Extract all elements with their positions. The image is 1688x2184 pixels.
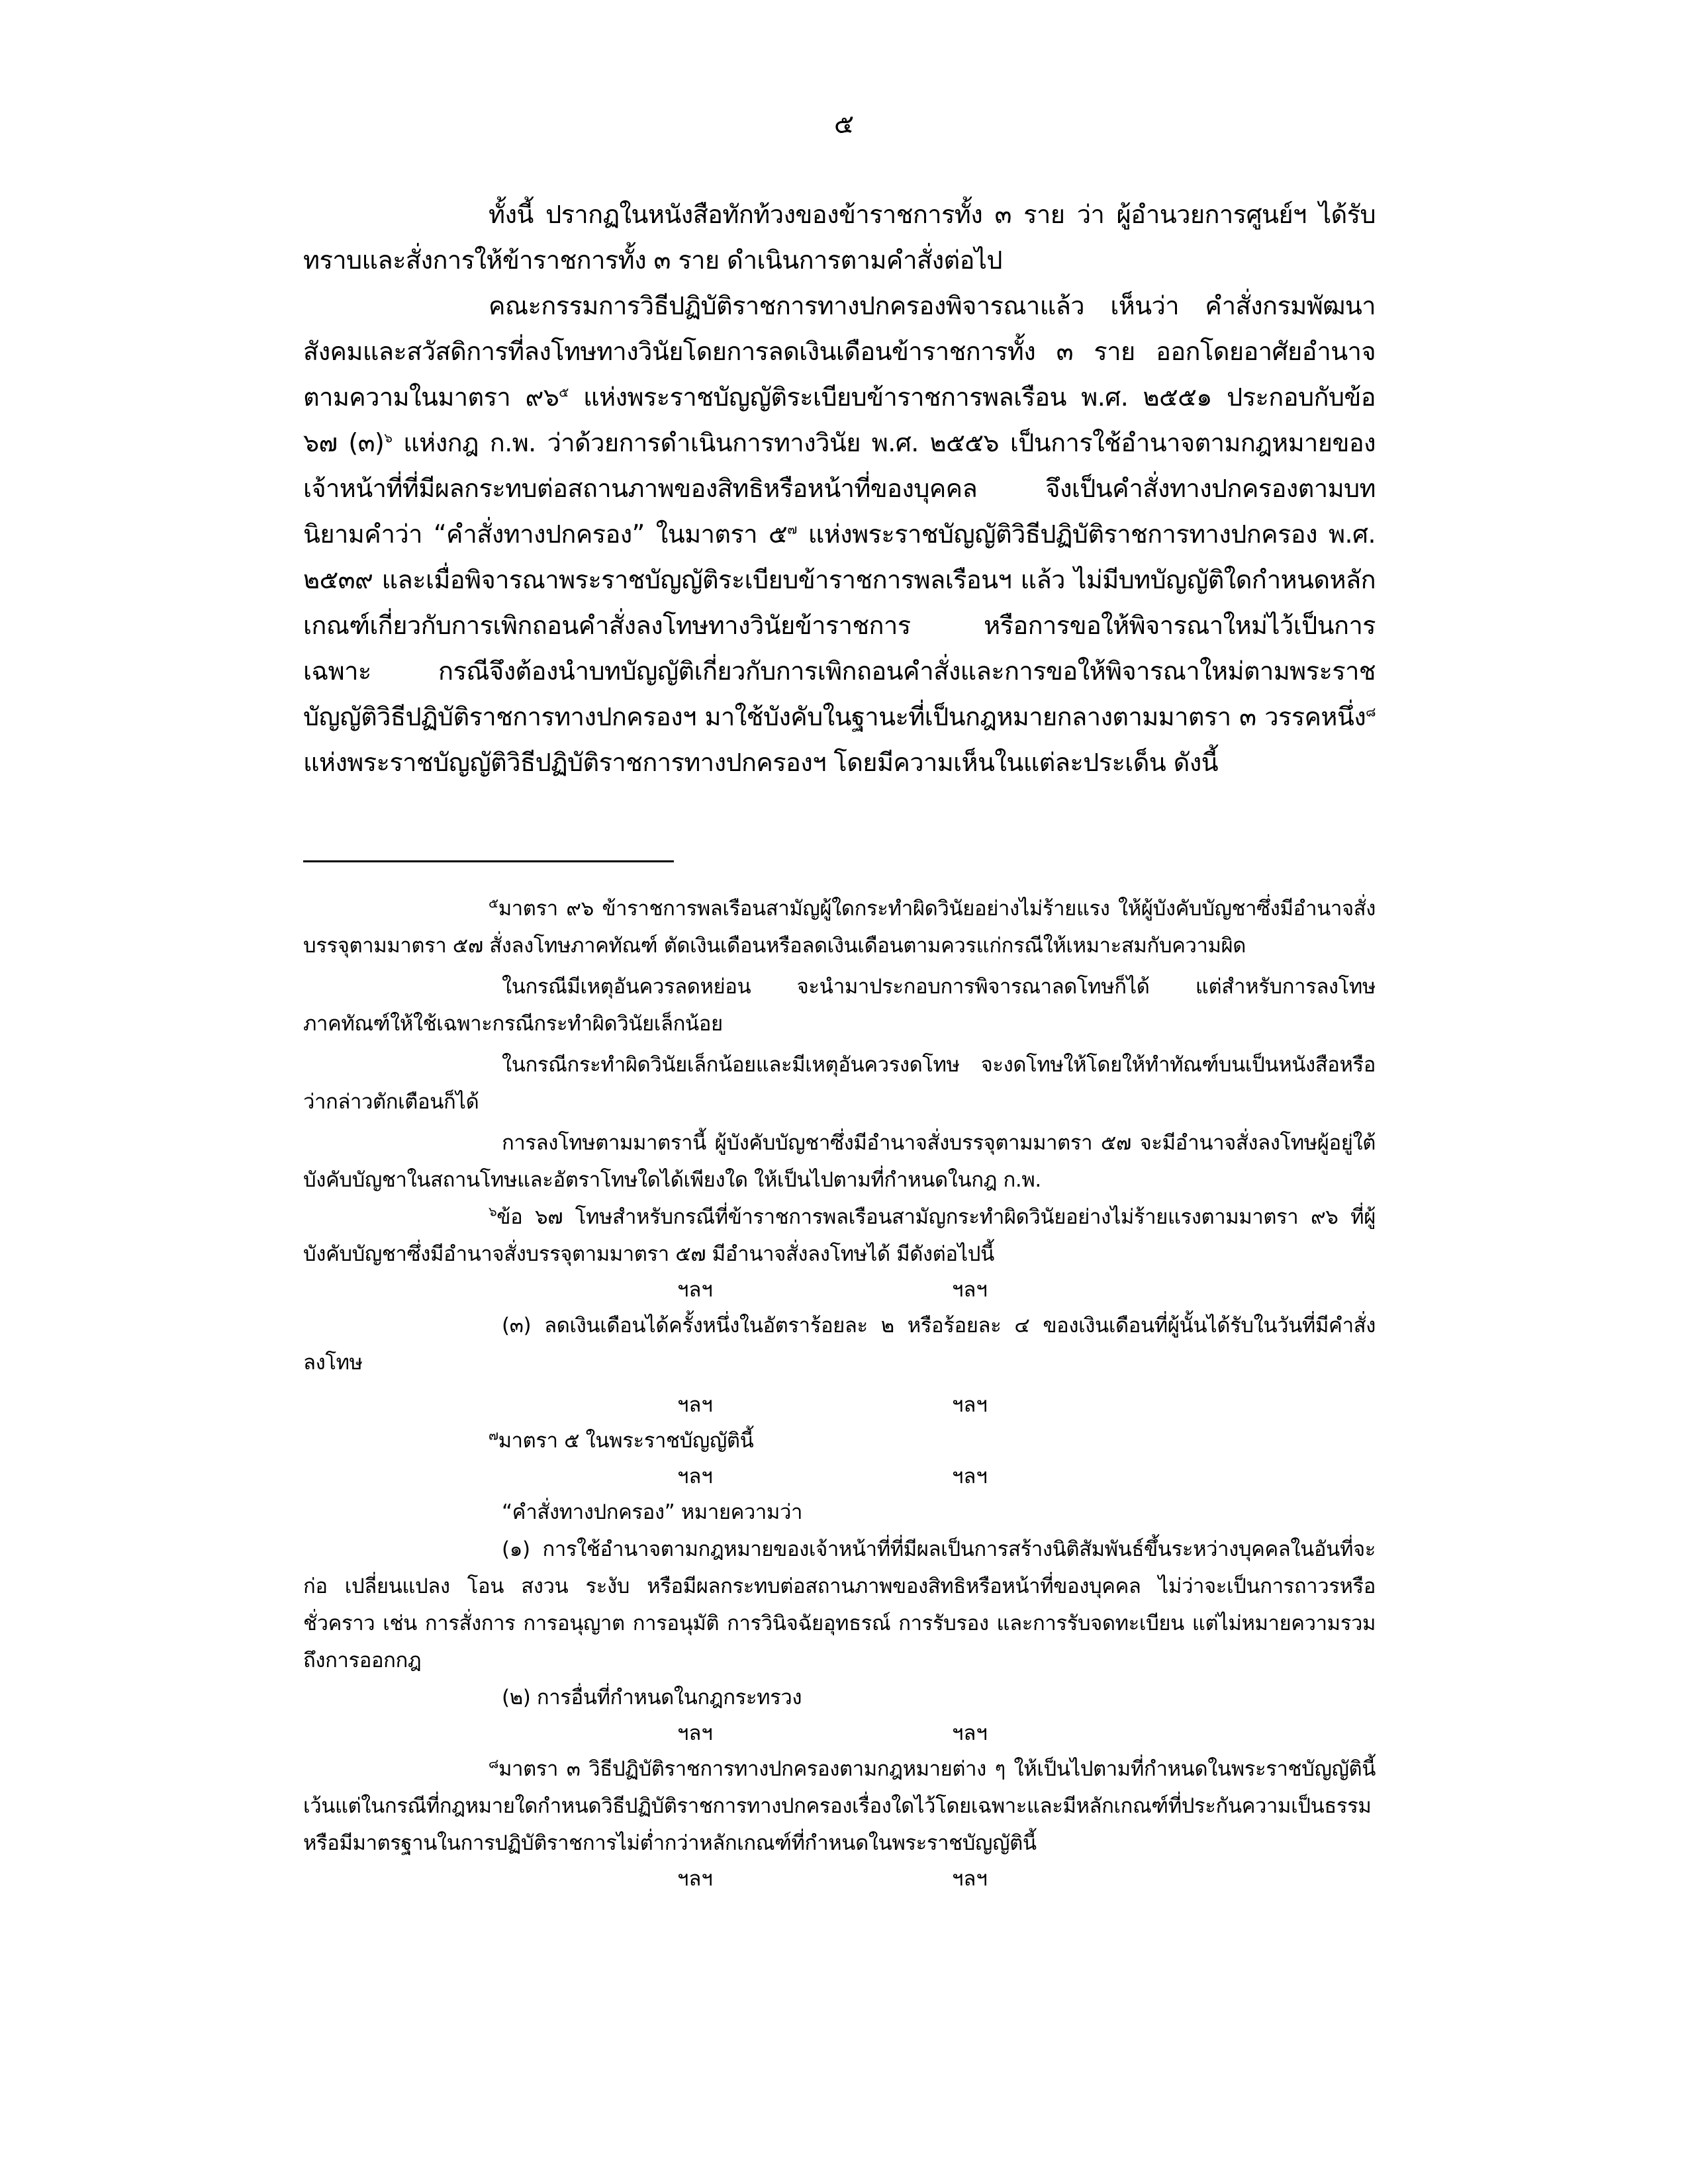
- footnote-ref-5: ๕: [559, 384, 569, 400]
- footnote-6-para: (๓) ลดเงินเดือนได้ครั้งหนึ่งในอัตราร้อยละ ๒ หรือร้อยละ ๔ ของเงินเดือนที่ผู้นั้นได้รับในวันที่มีคำสั่งลงโทษ: [303, 1314, 1376, 1375]
- ellipsis-row: ฯลฯ ฯลฯ: [677, 1867, 988, 1891]
- footnote-5: $^๕$มาตรา ๙๖ ข้าราชการพลเรือนสามัญผู้ใดกระทำผิดวินัยอย่างไม่ร้ายแรง ให้ผู้บังคับบัญชาซึ่งมีอำนาจสั่งบรรจุตามมาตรา ๕๗ สั่งลงโทษภาคทัณฑ์ ตัดเงินเดือนหรือลดเงินเดือนตามควรแก่กรณีให้เหมาะสมกับความผิด: [303, 895, 1376, 958]
- ellipsis-row: ฯลฯ ฯลฯ: [677, 1278, 988, 1302]
- footnote-separator: [303, 860, 674, 862]
- footnote-5-para: ในกรณีมีเหตุอันควรลดหย่อน จะนำมาประกอบการพิจารณาลดโทษก็ได้ แต่สำหรับการลงโทษภาคทัณฑ์ให้ใช้เฉพาะกรณีกระทำผิดวินัยเล็กน้อย: [303, 975, 1376, 1036]
- body-paragraph-1: ทั้งนี้ ปรากฏในหนังสือทักท้วงของข้าราชการทั้ง ๓ ราย ว่า ผู้อำนวยการศูนย์ฯ ได้รับทราบและสั่งการให้ข้าราชการทั้ง ๓ ราย ดำเนินการตามคำสั่งต่อไป: [303, 200, 1376, 275]
- footnotes: [303, 890, 1376, 1896]
- footnote-8: $^๘$มาตรา ๓ วิธีปฏิบัติราชการทางปกครองตามกฎหมายต่าง ๆ ให้เป็นไปตามที่กำหนดในพระราชบัญญัตินี้ เว้นแต่ในกรณีที่กฎหมายใดกำหนดวิธีปฏิบัติราชการทางปกครองเรื่องใดไว้โดยเฉพาะและมีหลักเกณฑ์ที่ประกันความเป็นธรรมหรือมีมาตรฐานในการปฏิบัติราชการไม่ต่ำกว่าหลักเกณฑ์ที่กำหนดในพระราชบัญญัตินี้: [303, 1755, 1376, 1855]
- main-body: [303, 192, 1376, 786]
- footnote-7-para: (๑) การใช้อำนาจตามกฎหมายของเจ้าหน้าที่ที่มีผลเป็นการสร้างนิติสัมพันธ์ขึ้นระหว่างบุคคลในอันที่จะก่อ เปลี่ยนแปลง โอน สงวน ระงับ หรือมีผลกระทบต่อสถานภาพของสิทธิหรือหน้าที่ของบุคคล ไม่ว่าจะเป็นการถาวรหรือชั่วคราว เช่น การสั่งการ การอนุญาต การอนุมัติ การวินิจฉัยอุทธรณ์ การรับรอง และการรับจดทะเบียน แต่ไม่หมายความรวมถึงการออกกฎ: [303, 1537, 1376, 1672]
- ellipsis-row: ฯลฯ ฯลฯ: [677, 1465, 988, 1488]
- footnote-6: $^๖$ข้อ ๖๗ โทษสำหรับกรณีที่ข้าราชการพลเรือนสามัญกระทำผิดวินัยอย่างไม่ร้ายแรงตามมาตรา ๙๖ ที่ผู้บังคับบัญชาซึ่งมีอำนาจสั่งบรรจุตามมาตรา ๕๗ มีอำนาจสั่งลงโทษได้ มีดังต่อไปนี้: [303, 1203, 1376, 1266]
- body-paragraph-2: คณะกรรมการวิธีปฏิบัติราชการทางปกครองพิจารณาแล้ว เห็นว่า คำสั่งกรมพัฒนาสังคมและสวัสดิการที่ลงโทษทางวินัยโดยการลดเงินเดือนข้าราชการทั้ง ๓ ราย ออกโดยอาศัยอำนาจตามความในมาตรา ๙๖$^๕$ แห่งพระราชบัญญัติระเบียบข้าราชการพลเรือน พ.ศ. ๒๕๕๑ ประกอบกับข้อ ๖๗ (๓)$^๖$ แห่งกฎ ก.พ. ว่าด้วยการดำเนินการทางวินัย พ.ศ. ๒๕๕๖ เป็นการใช้อำนาจตามกฎหมายของเจ้าหน้าที่ที่มีผลกระทบต่อสถานภาพของสิทธิหรือหน้าที่ของบุคคล จึงเป็นคำสั่งทางปกครองตามบทนิยามคำว่า “คำสั่งทางปกครอง” ในมาตรา ๕$^๗$ แห่งพระราชบัญญัติวิธีปฏิบัติราชการทางปกครอง พ.ศ. ๒๕๓๙ และเมื่อพิจารณาพระราชบัญญัติระเบียบข้าราชการพลเรือนฯ แล้ว ไม่มีบทบัญญัติใดกำหนดหลักเกณฑ์เกี่ยวกับการเพิกถอนคำสั่งลงโทษทางวินัยข้าราชการ หรือการขอให้พิจารณาใหม่ไว้เป็นการเฉพาะ กรณีจึงต้องนำบทบัญญัติเกี่ยวกับการเพิกถอนคำสั่งและการขอให้พิจารณาใหม่ตามพระราชบัญญัติวิธีปฏิบัติราชการทางปกครองฯ มาใช้บังคับในฐานะที่เป็นกฎหมายกลางตามมาตรา ๓ วรรคหนึ่ง$^๘$ แห่งพระราชบัญญัติวิธีปฏิบัติราชการทางปกครองฯ โดยมีความเห็นในแต่ละประเด็น ดังนี้: [303, 291, 1376, 777]
- footnote-ref-6: ๖: [384, 430, 393, 446]
- ellipsis-row: ฯลฯ ฯลฯ: [677, 1721, 988, 1745]
- ellipsis-row: ฯลฯ ฯลฯ: [677, 1393, 988, 1417]
- footnote-ref-8: ๘: [1366, 704, 1376, 720]
- footnote-5-para: ในกรณีกระทำผิดวินัยเล็กน้อยและมีเหตุอันควรงดโทษ จะงดโทษให้โดยให้ทำทัณฑ์บนเป็นหนังสือหรือว่ากล่าวตักเตือนก็ได้: [303, 1053, 1376, 1114]
- footnote-7-para: “คำสั่งทางปกครอง” หมายความว่า: [502, 1500, 802, 1524]
- footnote-5-para: การลงโทษตามมาตรานี้ ผู้บังคับบัญชาซึ่งมีอำนาจสั่งบรรจุตามมาตรา ๕๗ จะมีอำนาจสั่งลงโทษผู้อยู่ใต้บังคับบัญชาในสถานโทษและอัตราโทษใดได้เพียงใด ให้เป็นไปตามที่กำหนดในกฎ ก.พ.: [303, 1131, 1376, 1192]
- footnote-7: $^๗$มาตรา ๕ ในพระราชบัญญัตินี้: [489, 1427, 754, 1453]
- page-number: ๕: [833, 109, 855, 140]
- footnote-7-para: (๒) การอื่นที่กำหนดในกฎกระทรวง: [502, 1686, 802, 1709]
- footnote-ref-7: ๗: [787, 521, 797, 537]
